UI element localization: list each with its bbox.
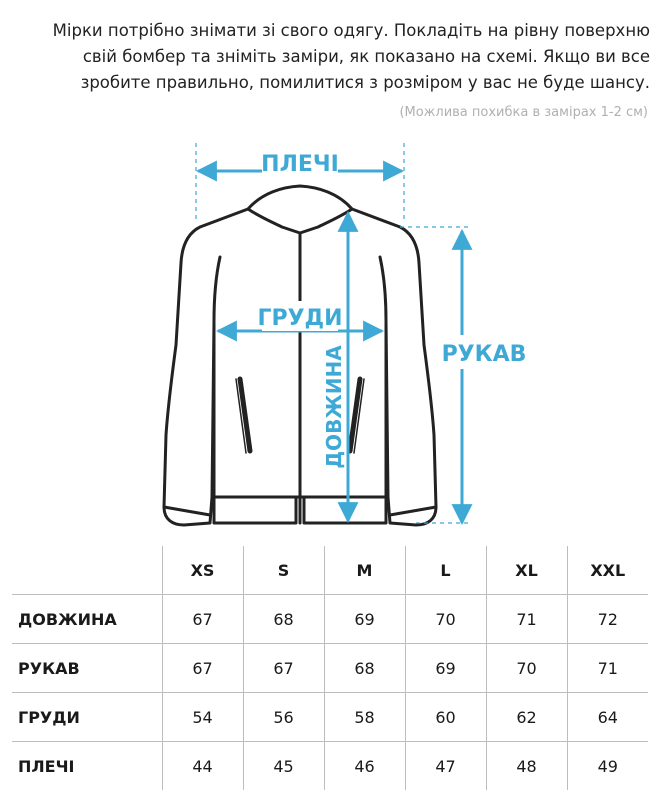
table-row	[12, 595, 648, 644]
jacket-diagram	[0, 135, 670, 545]
table-cell: 64	[567, 693, 648, 742]
table-cell: 68	[324, 644, 405, 693]
table-cell: 47	[405, 742, 486, 791]
row-label: РУКАВ	[12, 644, 162, 693]
size-xxl: XXL	[567, 546, 648, 595]
row-label: ДОВЖИНА	[12, 595, 162, 644]
size-xs: XS	[162, 546, 243, 595]
table-cell: 45	[243, 742, 324, 791]
intro-line-2: свій бомбер та зніміть заміри, як показано на схемі. Якщо ви все	[82, 47, 650, 66]
header-blank	[12, 546, 162, 595]
row-label: ГРУДИ	[12, 693, 162, 742]
sleeve-label: РУКАВ	[441, 342, 527, 367]
table-cell: 49	[567, 742, 648, 791]
table-cell: 67	[243, 644, 324, 693]
size-header-row	[12, 546, 648, 595]
table-row	[12, 644, 648, 693]
length-label: ДОВЖИНА	[322, 345, 346, 469]
table-cell: 56	[243, 693, 324, 742]
size-xl: XL	[486, 546, 567, 595]
row-label: ПЛЕЧІ	[18, 756, 75, 776]
table-cell: 71	[567, 644, 648, 693]
jacket-outline	[164, 186, 436, 525]
table-cell: 68	[243, 595, 324, 644]
table-cell: 70	[486, 644, 567, 693]
size-m: M	[324, 546, 405, 595]
intro-line-3: зробите правильно, помилитися з розміром у вас не буде шансу.	[80, 73, 650, 92]
table-cell: 62	[486, 693, 567, 742]
intro-text	[10, 18, 650, 96]
table-row	[12, 742, 648, 791]
intro-line-1: Мірки потрібно знімати зі свого одягу. Покладіть на рівну поверхню	[52, 21, 650, 40]
table-cell: 71	[486, 595, 567, 644]
table-cell: 67	[162, 595, 243, 644]
table-cell: 67	[162, 644, 243, 693]
size-table	[12, 546, 648, 790]
table-row	[12, 693, 648, 742]
table-cell: 48	[486, 742, 567, 791]
chest-label: ГРУДИ	[257, 306, 343, 331]
shoulders-label: ПЛЕЧІ	[261, 152, 339, 177]
measurement-note: (Можлива похибка в замірах 1-2 см)	[399, 105, 648, 120]
table-cell: 60	[405, 693, 486, 742]
table-cell: 69	[405, 644, 486, 693]
table-cell: 69	[324, 595, 405, 644]
table-cell: 72	[567, 595, 648, 644]
table-cell: 54	[162, 693, 243, 742]
table-cell: 44	[162, 742, 243, 791]
size-s: S	[243, 546, 324, 595]
size-l: L	[405, 546, 486, 595]
table-cell: 58	[324, 693, 405, 742]
jacket-collar	[248, 186, 352, 233]
table-cell: 70	[405, 595, 486, 644]
table-cell: 46	[324, 742, 405, 791]
